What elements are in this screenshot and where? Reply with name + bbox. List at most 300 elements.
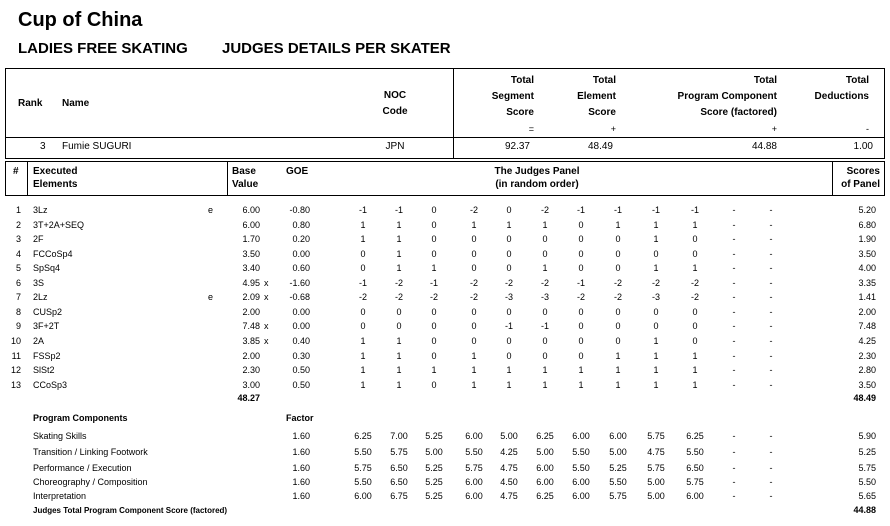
judge-mark: 1 bbox=[653, 365, 659, 376]
judge-mark: 0 bbox=[471, 248, 477, 259]
judge-mark: 1 bbox=[578, 379, 584, 390]
judge-mark: - bbox=[769, 263, 773, 274]
judge-mark: 1 bbox=[542, 219, 548, 230]
component-judge-mark: 6.00 bbox=[572, 491, 590, 501]
component-name: Choreography / Composition bbox=[33, 476, 148, 487]
col-panel-2: (in random order) bbox=[495, 179, 579, 190]
component-judge-mark: 6.25 bbox=[536, 491, 554, 501]
judge-mark: 1 bbox=[396, 379, 402, 390]
element-number: 8 bbox=[15, 306, 21, 317]
tss-header-2: Segment bbox=[491, 91, 534, 102]
component-factor: 1.60 bbox=[292, 491, 310, 501]
element-panel-score: 5.20 bbox=[858, 205, 876, 215]
element-info: e bbox=[208, 205, 214, 215]
elements-base-total: 48.27 bbox=[237, 393, 260, 403]
judge-mark: - bbox=[732, 219, 736, 230]
judge-mark: -1 bbox=[576, 277, 585, 288]
judge-mark: 1 bbox=[692, 350, 698, 361]
element-panel-score: 4.00 bbox=[858, 263, 876, 274]
judge-mark: 1 bbox=[542, 365, 548, 376]
judge-mark: - bbox=[732, 277, 736, 288]
element-goe: -1.60 bbox=[289, 277, 310, 288]
judge-mark: -3 bbox=[504, 292, 513, 303]
element-base-value: 6.00 bbox=[242, 205, 260, 215]
judge-mark: 0 bbox=[360, 321, 366, 332]
judge-mark: 1 bbox=[360, 365, 366, 376]
judge-mark: 0 bbox=[431, 350, 437, 361]
component-panel-score: 5.25 bbox=[858, 447, 876, 457]
component-judge-mark: 6.00 bbox=[686, 491, 704, 501]
skater-tes: 48.49 bbox=[587, 141, 613, 152]
component-judge-mark: 5.50 bbox=[572, 447, 590, 457]
judge-mark: -2 bbox=[358, 292, 367, 303]
col-num: # bbox=[13, 166, 19, 177]
pcs-sign: + bbox=[771, 124, 777, 134]
element-name: CCoSp3 bbox=[33, 379, 68, 390]
judge-mark: -2 bbox=[504, 277, 513, 288]
judge-mark: -1 bbox=[540, 321, 549, 332]
judge-mark: 1 bbox=[396, 350, 402, 361]
element-panel-score: 4.25 bbox=[858, 335, 876, 346]
judge-mark: 1 bbox=[653, 234, 659, 245]
component-judge-mark: - bbox=[732, 431, 736, 441]
judge-mark: 0 bbox=[615, 248, 621, 259]
judge-mark: 0 bbox=[471, 234, 477, 245]
judge-mark: 0 bbox=[471, 335, 477, 346]
judge-mark: 0 bbox=[431, 321, 437, 332]
judge-mark: 0 bbox=[542, 335, 548, 346]
element-name: CUSp2 bbox=[33, 306, 63, 317]
element-base-value: 6.00 bbox=[242, 219, 260, 230]
element-goe: 0.00 bbox=[292, 306, 310, 317]
judge-mark: 0 bbox=[692, 321, 698, 332]
judge-mark: -1 bbox=[613, 205, 622, 215]
component-judge-mark: 6.75 bbox=[390, 491, 408, 501]
component-judge-mark: - bbox=[769, 431, 773, 441]
element-goe: -0.68 bbox=[289, 292, 310, 303]
tes-header-2: Element bbox=[577, 91, 616, 102]
component-judge-mark: 5.00 bbox=[425, 447, 443, 457]
judge-mark: 1 bbox=[396, 248, 402, 259]
element-panel-score: 3.35 bbox=[858, 277, 876, 288]
component-judge-mark: 5.00 bbox=[500, 431, 518, 441]
element-base-value: 3.00 bbox=[242, 379, 260, 390]
judge-mark: 1 bbox=[360, 335, 366, 346]
component-judge-mark: 5.00 bbox=[536, 447, 554, 457]
judge-mark: 0 bbox=[692, 248, 698, 259]
judge-mark: 1 bbox=[396, 234, 402, 245]
judge-mark: 1 bbox=[615, 365, 621, 376]
judge-mark: -2 bbox=[690, 277, 699, 288]
judge-mark: 1 bbox=[615, 219, 621, 230]
component-judge-mark: 4.25 bbox=[500, 447, 518, 457]
component-judge-mark: 5.75 bbox=[647, 462, 665, 473]
element-bonus-marker: x bbox=[264, 277, 269, 288]
component-panel-score: 5.50 bbox=[858, 476, 876, 487]
component-panel-score: 5.90 bbox=[858, 431, 876, 441]
judge-mark: -2 bbox=[540, 205, 549, 215]
element-name: FCCoSp4 bbox=[33, 248, 73, 259]
pc-total-score: 44.88 bbox=[853, 505, 876, 515]
component-factor: 1.60 bbox=[292, 431, 310, 441]
judge-mark: 1 bbox=[653, 335, 659, 346]
skater-name: Fumie SUGURI bbox=[62, 141, 132, 152]
component-name: Skating Skills bbox=[33, 431, 87, 441]
element-goe: 0.80 bbox=[292, 219, 310, 230]
judge-mark: - bbox=[732, 205, 736, 215]
judge-mark: -2 bbox=[613, 292, 622, 303]
judge-mark: 0 bbox=[692, 335, 698, 346]
judge-mark: - bbox=[769, 350, 773, 361]
element-goe: 0.20 bbox=[292, 234, 310, 245]
skater-tss: 92.37 bbox=[504, 141, 530, 152]
element-base-value: 3.40 bbox=[242, 263, 260, 274]
element-base-value: 3.50 bbox=[242, 248, 260, 259]
judge-mark: 1 bbox=[471, 365, 477, 376]
component-judge-mark: 5.75 bbox=[390, 447, 408, 457]
judge-mark: - bbox=[732, 292, 736, 303]
judge-mark: - bbox=[769, 379, 773, 390]
component-judge-mark: 6.00 bbox=[572, 476, 590, 487]
judge-mark: 0 bbox=[506, 205, 512, 215]
judge-mark: -2 bbox=[613, 277, 622, 288]
component-judge-mark: 5.25 bbox=[425, 431, 443, 441]
element-name: 3T+2A+SEQ bbox=[33, 219, 85, 230]
judge-mark: 0 bbox=[578, 306, 584, 317]
component-panel-score: 5.65 bbox=[858, 491, 876, 501]
judge-mark: 0 bbox=[471, 321, 477, 332]
judge-mark: 1 bbox=[431, 263, 437, 274]
judge-mark: 0 bbox=[471, 263, 477, 274]
judge-mark: - bbox=[769, 306, 773, 317]
judge-mark: 0 bbox=[542, 350, 548, 361]
component-judge-mark: 5.75 bbox=[686, 476, 704, 487]
col-exec-1: Executed bbox=[33, 166, 78, 177]
element-goe: 0.30 bbox=[292, 350, 310, 361]
element-base-value: 2.30 bbox=[242, 365, 260, 376]
judge-mark: 0 bbox=[431, 379, 437, 390]
component-judge-mark: - bbox=[732, 476, 736, 487]
col-goe: GOE bbox=[286, 166, 309, 177]
component-judge-mark: 4.50 bbox=[500, 476, 518, 487]
component-judge-mark: 5.75 bbox=[465, 462, 483, 473]
pc-title: Program Components bbox=[33, 413, 128, 423]
judge-mark: 0 bbox=[360, 263, 366, 274]
judge-mark: 1 bbox=[615, 379, 621, 390]
event-title: Cup of China bbox=[18, 9, 143, 31]
component-judge-mark: 4.75 bbox=[647, 447, 665, 457]
component-judge-mark: 5.25 bbox=[425, 491, 443, 501]
component-judge-mark: - bbox=[769, 462, 773, 473]
judge-mark: 1 bbox=[692, 365, 698, 376]
component-judge-mark: 5.00 bbox=[647, 491, 665, 501]
component-judge-mark: - bbox=[732, 447, 736, 457]
judge-mark: 0 bbox=[615, 321, 621, 332]
judge-mark: 1 bbox=[653, 263, 659, 274]
judge-mark: - bbox=[769, 365, 773, 376]
judge-mark: 0 bbox=[578, 219, 584, 230]
component-factor: 1.60 bbox=[292, 476, 310, 487]
judge-mark: - bbox=[769, 234, 773, 245]
judge-mark: 1 bbox=[542, 379, 548, 390]
judge-mark: 1 bbox=[396, 263, 402, 274]
judge-mark: -1 bbox=[504, 321, 513, 332]
component-name: Transition / Linking Footwork bbox=[33, 447, 148, 457]
judge-mark: -2 bbox=[469, 292, 478, 303]
element-goe: -0.80 bbox=[289, 205, 310, 215]
judge-mark: 0 bbox=[615, 234, 621, 245]
component-judge-mark: 6.25 bbox=[354, 431, 372, 441]
element-number: 2 bbox=[15, 219, 21, 230]
judge-mark: -1 bbox=[394, 205, 403, 215]
element-number: 4 bbox=[15, 248, 21, 259]
pcs-header-1: Total bbox=[753, 75, 777, 86]
judge-mark: - bbox=[769, 205, 773, 215]
judge-mark: 1 bbox=[692, 219, 698, 230]
component-judge-mark: 6.00 bbox=[354, 491, 372, 501]
judge-mark: -2 bbox=[469, 277, 478, 288]
judge-mark: 0 bbox=[506, 263, 512, 274]
element-goe: 0.50 bbox=[292, 365, 310, 376]
judge-mark: -1 bbox=[429, 277, 438, 288]
judge-mark: 1 bbox=[431, 365, 437, 376]
segment-title: LADIES FREE SKATING bbox=[18, 40, 188, 57]
judge-mark: 0 bbox=[578, 263, 584, 274]
col-scores-2: of Panel bbox=[841, 179, 880, 190]
component-judge-mark: 6.00 bbox=[536, 462, 554, 473]
element-base-value: 2.00 bbox=[242, 306, 260, 317]
judge-mark: 0 bbox=[542, 306, 548, 317]
element-name: 2F bbox=[33, 234, 44, 245]
judge-mark: - bbox=[732, 306, 736, 317]
judge-mark: 0 bbox=[542, 248, 548, 259]
judge-mark: - bbox=[769, 219, 773, 230]
judge-mark: -2 bbox=[576, 292, 585, 303]
element-name: 3S bbox=[33, 277, 45, 288]
judge-mark: - bbox=[769, 248, 773, 259]
component-judge-mark: 5.50 bbox=[354, 447, 372, 457]
component-judge-mark: 5.25 bbox=[425, 462, 443, 473]
judge-mark: 1 bbox=[506, 365, 512, 376]
judge-mark: - bbox=[732, 365, 736, 376]
judge-mark: 1 bbox=[542, 263, 548, 274]
element-goe: 0.40 bbox=[292, 335, 310, 346]
judge-mark: 0 bbox=[431, 219, 437, 230]
judge-mark: 0 bbox=[692, 306, 698, 317]
component-judge-mark: 6.50 bbox=[686, 462, 704, 473]
component-name: Interpretation bbox=[33, 491, 87, 501]
component-judge-mark: 7.00 bbox=[390, 431, 408, 441]
pc-total-label: Judges Total Program Component Score (factored) bbox=[33, 506, 228, 515]
element-goe: 0.50 bbox=[292, 379, 310, 390]
element-panel-score: 2.30 bbox=[858, 350, 876, 361]
judge-mark: 0 bbox=[396, 306, 402, 317]
judge-mark: 0 bbox=[578, 248, 584, 259]
element-goe: 0.00 bbox=[292, 321, 310, 332]
judge-mark: 1 bbox=[396, 219, 402, 230]
judge-mark: 0 bbox=[360, 306, 366, 317]
elements-score-total: 48.49 bbox=[853, 393, 876, 403]
judge-mark: 1 bbox=[471, 219, 477, 230]
judge-mark: 0 bbox=[471, 306, 477, 317]
element-panel-score: 1.41 bbox=[858, 292, 876, 303]
judge-mark: 1 bbox=[471, 350, 477, 361]
pcs-header-2: Program Component bbox=[677, 91, 777, 102]
judge-mark: 0 bbox=[653, 306, 659, 317]
judge-mark: 0 bbox=[431, 335, 437, 346]
judge-mark: 1 bbox=[692, 379, 698, 390]
judge-mark: 0 bbox=[506, 234, 512, 245]
element-base-value: 4.95 bbox=[242, 277, 260, 288]
judge-mark: 0 bbox=[506, 350, 512, 361]
col-panel-1: The Judges Panel bbox=[494, 166, 580, 177]
component-judge-mark: 4.75 bbox=[500, 491, 518, 501]
tes-header-1: Total bbox=[592, 75, 616, 86]
details-header-box bbox=[5, 161, 885, 196]
element-panel-score: 7.48 bbox=[858, 321, 876, 332]
element-goe: 0.00 bbox=[292, 248, 310, 259]
element-base-value: 2.09 bbox=[242, 292, 260, 303]
element-panel-score: 2.00 bbox=[858, 306, 876, 317]
judge-mark: 1 bbox=[360, 379, 366, 390]
judge-mark: 1 bbox=[653, 219, 659, 230]
element-number: 5 bbox=[15, 263, 21, 274]
judge-mark: - bbox=[769, 277, 773, 288]
element-number: 3 bbox=[15, 234, 21, 245]
component-judge-mark: 6.00 bbox=[572, 431, 590, 441]
judge-mark: 1 bbox=[360, 234, 366, 245]
judge-mark: 0 bbox=[542, 234, 548, 245]
judge-mark: 0 bbox=[506, 306, 512, 317]
element-name: 2Lz bbox=[33, 292, 48, 303]
rank-header: Rank bbox=[18, 98, 43, 109]
judge-mark: -3 bbox=[540, 292, 549, 303]
judge-mark: 0 bbox=[615, 263, 621, 274]
judge-mark: -2 bbox=[394, 277, 403, 288]
component-judge-mark: - bbox=[769, 447, 773, 457]
noc-header-1: NOC bbox=[383, 90, 407, 101]
tes-sign: + bbox=[610, 124, 616, 134]
judge-mark: 0 bbox=[431, 306, 437, 317]
judge-mark: 1 bbox=[471, 379, 477, 390]
noc-header-2: Code bbox=[382, 106, 408, 117]
tes-header-3: Score bbox=[588, 107, 616, 118]
col-exec-2: Elements bbox=[33, 179, 78, 190]
element-name: 3F+2T bbox=[33, 321, 60, 332]
component-judge-mark: 5.75 bbox=[609, 491, 627, 501]
judge-mark: -2 bbox=[540, 277, 549, 288]
judge-mark: - bbox=[769, 335, 773, 346]
judge-mark: 1 bbox=[653, 350, 659, 361]
judge-mark: -2 bbox=[690, 292, 699, 303]
element-name: 3Lz bbox=[33, 205, 48, 215]
element-goe: 0.60 bbox=[292, 263, 310, 274]
col-scores-1: Scores bbox=[846, 166, 880, 177]
ded-sign: - bbox=[866, 124, 869, 134]
judge-mark: 0 bbox=[615, 335, 621, 346]
judge-mark: -3 bbox=[651, 292, 660, 303]
element-name: 2A bbox=[33, 335, 45, 346]
component-judge-mark: 6.25 bbox=[686, 431, 704, 441]
judge-mark: 0 bbox=[431, 205, 437, 215]
judge-mark: - bbox=[769, 292, 773, 303]
skater-ded: 1.00 bbox=[853, 141, 873, 152]
element-panel-score: 3.50 bbox=[858, 379, 876, 390]
judge-mark: 0 bbox=[578, 335, 584, 346]
judge-mark: - bbox=[732, 335, 736, 346]
judge-mark: - bbox=[732, 248, 736, 259]
component-judge-mark: 6.50 bbox=[390, 462, 408, 473]
element-number: 6 bbox=[15, 277, 21, 288]
element-base-value: 7.48 bbox=[242, 321, 260, 332]
component-judge-mark: 6.50 bbox=[390, 476, 408, 487]
judge-mark: 0 bbox=[506, 335, 512, 346]
judge-mark: 1 bbox=[615, 350, 621, 361]
component-judge-mark: 6.00 bbox=[465, 476, 483, 487]
judge-mark: 1 bbox=[653, 379, 659, 390]
judge-mark: -1 bbox=[690, 205, 699, 215]
tss-header-1: Total bbox=[510, 75, 534, 86]
component-judge-mark: 5.50 bbox=[609, 476, 627, 487]
element-number: 12 bbox=[10, 365, 21, 376]
component-judge-mark: 4.75 bbox=[500, 462, 518, 473]
element-bonus-marker: x bbox=[264, 321, 269, 332]
element-panel-score: 6.80 bbox=[858, 219, 876, 230]
component-judge-mark: 5.50 bbox=[686, 447, 704, 457]
element-info: e bbox=[208, 292, 214, 303]
tss-header-3: Score bbox=[506, 107, 534, 118]
judge-mark: - bbox=[732, 379, 736, 390]
judge-mark: - bbox=[732, 234, 736, 245]
judge-mark: -2 bbox=[394, 292, 403, 303]
component-judge-mark: - bbox=[732, 491, 736, 501]
component-judge-mark: 6.00 bbox=[609, 431, 627, 441]
component-name: Performance / Execution bbox=[33, 462, 132, 473]
component-factor: 1.60 bbox=[292, 462, 310, 473]
element-base-value: 3.85 bbox=[242, 335, 260, 346]
name-header: Name bbox=[62, 98, 90, 109]
component-judge-mark: 5.00 bbox=[647, 476, 665, 487]
element-panel-score: 1.90 bbox=[858, 234, 876, 245]
judge-mark: 1 bbox=[360, 219, 366, 230]
judge-mark: 1 bbox=[396, 335, 402, 346]
element-base-value: 1.70 bbox=[242, 234, 260, 245]
element-number: 9 bbox=[15, 321, 21, 332]
judge-mark: -1 bbox=[651, 205, 660, 215]
component-judge-mark: 5.50 bbox=[465, 447, 483, 457]
judge-mark: -1 bbox=[358, 277, 367, 288]
element-number: 13 bbox=[10, 379, 21, 390]
judge-mark: 1 bbox=[360, 350, 366, 361]
element-bonus-marker: x bbox=[264, 335, 269, 346]
judge-mark: -2 bbox=[469, 205, 478, 215]
element-name: FSSp2 bbox=[33, 350, 61, 361]
judge-mark: - bbox=[769, 321, 773, 332]
ded-header-1: Total bbox=[845, 75, 869, 86]
element-base-value: 2.00 bbox=[242, 350, 260, 361]
component-judge-mark: 5.50 bbox=[354, 476, 372, 487]
judge-mark: 0 bbox=[360, 248, 366, 259]
judge-mark: 0 bbox=[578, 321, 584, 332]
judge-mark: -2 bbox=[429, 292, 438, 303]
skater-pcs: 44.88 bbox=[751, 141, 777, 152]
component-judge-mark: 5.25 bbox=[609, 462, 627, 473]
col-base-1: Base bbox=[232, 166, 256, 177]
tss-sign: = bbox=[528, 124, 534, 134]
component-judge-mark: 5.50 bbox=[572, 462, 590, 473]
judge-mark: 0 bbox=[692, 234, 698, 245]
element-number: 7 bbox=[15, 292, 21, 303]
